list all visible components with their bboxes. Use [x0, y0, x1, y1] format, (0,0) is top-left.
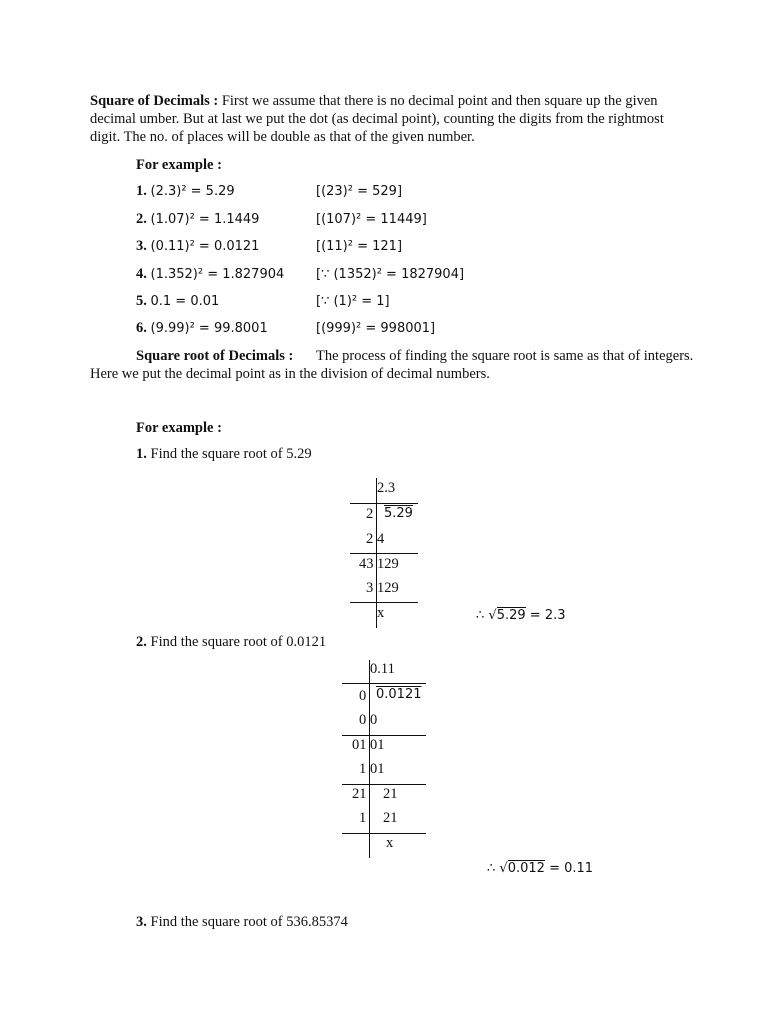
example-label-2: For example :: [136, 420, 222, 436]
example-note: [(11)² = 121]: [316, 239, 403, 254]
div-cell: 2: [366, 531, 374, 547]
div-cell: 43: [359, 556, 374, 572]
example-item: 5. 0.1 = 0.01: [136, 293, 220, 309]
div-cell: 21: [383, 786, 398, 802]
div-cell: 1: [359, 810, 367, 826]
div-cell: 1: [359, 761, 367, 777]
example-note: [∵ (1)² = 1]: [316, 294, 390, 309]
div-cell: 0: [359, 712, 367, 728]
question-2: 2. Find the square root of 0.0121: [136, 634, 327, 650]
question-3: 3. Find the square root of 536.85374: [136, 914, 348, 930]
divisor: 2: [366, 506, 374, 522]
div-cell: 21: [352, 786, 367, 802]
div-cell: 4: [377, 531, 385, 547]
dividend: 0.0121: [376, 687, 422, 702]
question-1: 1. Find the square root of 5.29: [136, 446, 312, 462]
example-note: [(107)² = 11449]: [316, 212, 427, 227]
div-cell: 0: [370, 712, 378, 728]
dividend: 5.29: [384, 506, 413, 521]
example-item: 3. (0.11)² = 0.0121: [136, 238, 260, 254]
example-note: [∵ (1352)² = 1827904]: [316, 267, 465, 282]
remainder: x: [377, 605, 385, 621]
example-item: 1. (2.3)² = 5.29: [136, 183, 235, 199]
intro-paragraph: [90, 92, 690, 146]
result-2: ∴ √0.012 = 0.11: [487, 861, 594, 876]
example-item: 2. (1.07)² = 1.1449: [136, 211, 260, 227]
div-cell: 3: [366, 580, 374, 596]
intro-text: First we assume that there is no decimal point and then square up the given decimal umber. But at last we put the dot (as decimal point), counting the digits from the rightmost digit. The no. of places will be double as that of the given number.: [90, 93, 664, 145]
div-cell: 129: [377, 556, 399, 572]
example-item: 4. (1.352)² = 1.827904: [136, 266, 285, 282]
quotient: 0.11: [370, 661, 395, 677]
div-cell: 01: [352, 737, 367, 753]
quotient: 2.3: [377, 480, 396, 496]
divisor: 0: [359, 688, 367, 704]
example-note: [(23)² = 529]: [316, 184, 403, 199]
sqrt-text-line1: The process of finding the square root is same as that of integers.: [316, 348, 694, 364]
sqrt-text-line2: Here we put the decimal point as in the division of decimal numbers.: [90, 366, 490, 382]
div-cell: 01: [370, 737, 385, 753]
example-item: 6. (9.99)² = 99.8001: [136, 320, 268, 336]
div-cell: 129: [377, 580, 399, 596]
example-note: [(999)² = 998001]: [316, 321, 436, 336]
sqrt-heading: Square root of Decimals :: [136, 348, 294, 364]
result-1: ∴ √5.29 = 2.3: [476, 608, 566, 623]
div-cell: 01: [370, 761, 385, 777]
intro-heading: Square of Decimals :: [90, 93, 219, 109]
example-label-1: For example :: [136, 157, 222, 173]
div-cell: 21: [383, 810, 398, 826]
remainder: x: [386, 835, 394, 851]
